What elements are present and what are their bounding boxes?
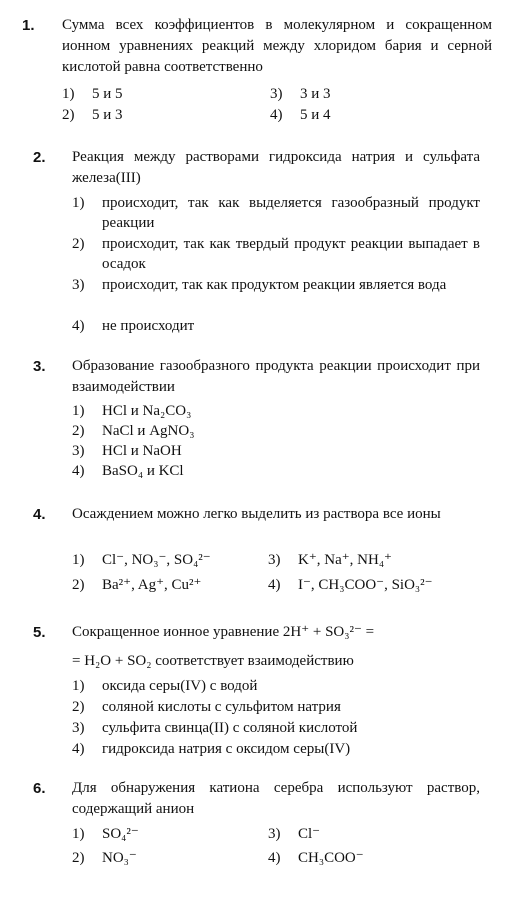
option-4: 4) I⁻, CH₃COO⁻, SiO₃²⁻ [268,577,433,593]
option-3: 3) Cl⁻ [268,826,321,842]
option-4: 4) не происходит [72,318,195,334]
option-1: 1) оксида серы(IV) с водой [72,678,258,694]
option-3: 3) происходит, так как продуктом реакции является вода [72,277,447,293]
question-text: Реакция между растворами гидроксида натрия и сульфата железа(III) [72,149,480,186]
question-text-line-2: = H₂O + SO₂ соответствует взаимодействию [72,653,354,669]
option-2: 2) соляной кислоты с сульфитом натрия [72,699,341,715]
question-text: Осаждением можно легко выделить из раствора все ионы [72,506,441,522]
option-3: 3) K⁺, Na⁺, NH₄⁺ [268,552,392,568]
question-text: Образование газообразного продукта реакции происходит при взаимодействии [72,358,480,395]
option-2: 2) Ba²⁺, Ag⁺, Cu²⁺ [72,577,202,593]
question-text-line-1: Сокращенное ионное уравнение 2H⁺ + SO₃²⁻ = [72,624,375,640]
option-1: 1) 5 и 5 [62,86,123,102]
option-4: 4) BaSO₄ и KCl [72,463,184,479]
option-1: 1) Cl⁻, NO₃⁻, SO₄²⁻ [72,552,211,568]
question-text: Сумма всех коэффициентов в молекулярном и сокращенном ионном уравнениях реакций между хлоридом бария и серной кислотой равна соответственно [62,17,492,75]
option-4: 4) 5 и 4 [270,107,331,123]
question-text: Для обнаружения катиона серебра используют раствор, содержащий анион [72,780,480,817]
option-1: 1) SO₄²⁻ [72,826,139,842]
question-number: 5. [33,624,46,641]
option-3: 3) 3 и 3 [270,86,331,102]
option-1: 1) происходит, так как выделяется газообразный продукт реакции [72,195,480,231]
question-number: 2. [33,149,46,166]
option-2: 2) NaCl и AgNO₃ [72,423,195,439]
question-number: 3. [33,358,46,375]
option-4: 4) CH₃COO⁻ [268,850,364,866]
option-2: 2) происходит, так как твердый продукт реакции выпадает в осадок [72,236,480,272]
option-4: 4) гидроксида натрия с оксидом серы(IV) [72,741,351,757]
option-3: 3) сульфита свинца(II) с соляной кислотой [72,720,358,736]
option-2: 2) 5 и 3 [62,107,123,123]
option-2: 2) NO₃⁻ [72,850,137,866]
option-3: 3) HCl и NaOH [72,443,182,459]
question-number: 1. [22,17,35,34]
question-number: 4. [33,506,46,523]
option-1: 1) HCl и Na₂CO₃ [72,403,192,419]
question-number: 6. [33,780,46,797]
